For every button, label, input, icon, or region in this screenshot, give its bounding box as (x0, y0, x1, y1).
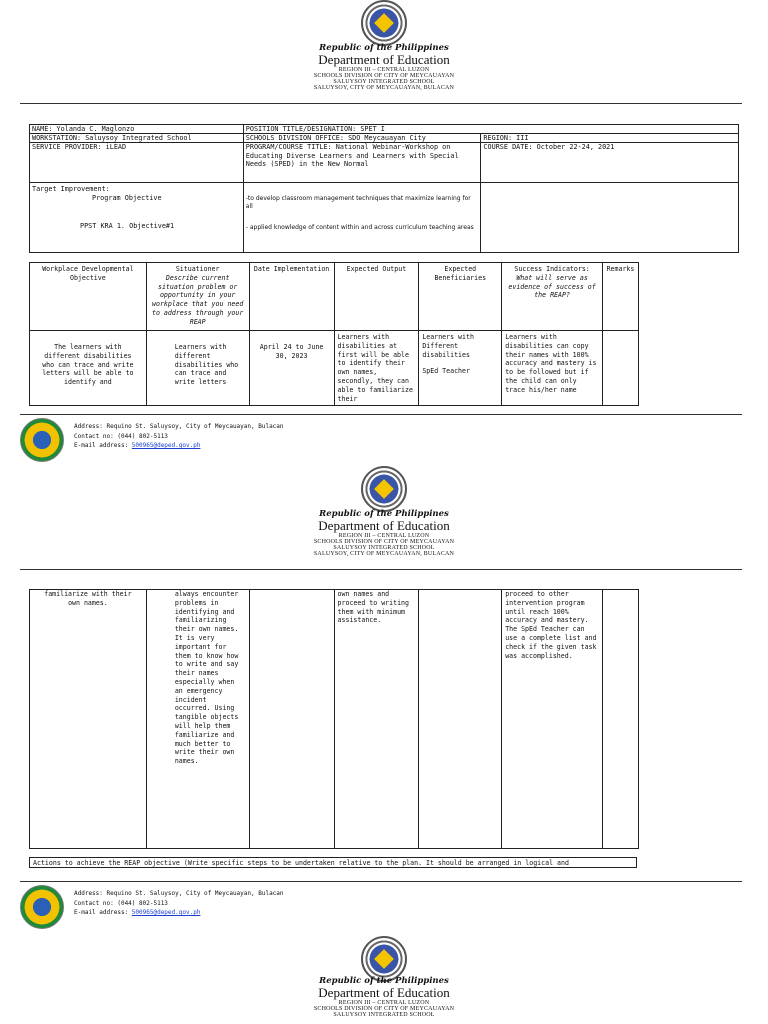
position-cell: POSITION TITLE/DESIGNATION: SPET I (243, 125, 738, 134)
empty-cell (481, 183, 739, 253)
letterhead (0, 977, 768, 1018)
provider-cell: SERVICE PROVIDER: iLEAD (30, 143, 244, 183)
header-divider (20, 103, 742, 104)
department-title: Department of Education (318, 51, 450, 67)
row2-output: own names and proceed to writing them with minimum assistance. (334, 590, 419, 849)
school-logo-icon (20, 418, 64, 462)
region-cell: REGION: III (481, 134, 739, 143)
objective-1: -to develop classroom management techniques that maximize learning for all (245, 195, 471, 211)
row1-date: April 24 to June 30, 2023 (249, 331, 334, 406)
reap-table-continued (29, 589, 639, 849)
footer (20, 885, 760, 931)
row1-beneficiaries (419, 331, 502, 406)
header-divider (20, 569, 742, 570)
footer-email-label: E-mail address: (74, 442, 132, 449)
reap-table (29, 262, 639, 406)
row1-beneficiary-learners: Learners with Different disabilities (422, 333, 474, 359)
school-label: SALUYSOY INTEGRATED SCHOOL (333, 79, 435, 86)
row1-objective: The learners with different disabilities who can trace and write letters will be able to identify and (30, 331, 147, 406)
school-logo-icon (20, 885, 64, 929)
row1-situationer: Learners with different disabilities who can trace and write letters (146, 331, 249, 406)
workstation-cell: WORKSTATION: Saluysoy Integrated School (30, 134, 244, 143)
footer-email-link[interactable]: 500965@deped.gov.ph (131, 442, 201, 449)
division-label: SCHOOLS DIVISION OF CITY OF MEYCAUAYAN (313, 1005, 455, 1012)
footer-contact: Contact no: (044) 802-5113 (74, 432, 168, 440)
division-label: SCHOOLS DIVISION OF CITY OF MEYCAUAYAN (313, 72, 455, 79)
target-cell (30, 183, 244, 253)
name-cell: NAME: Yolanda C. Maglonzo (30, 125, 244, 134)
footer-divider (20, 414, 742, 415)
footer-divider (20, 881, 742, 882)
program-cell: PROGRAM/COURSE TITLE: National Webinar-Workshop on Educating Diverse Learners and Learners with Special Needs (SPED) in the New Normal (243, 143, 481, 183)
col-header-objective: Workplace Developmental Objective (30, 263, 147, 331)
col-header-date: Date Implementation (249, 263, 334, 331)
row1-indicators: Learners with disabilities can copy their names with 100% accuracy and mastery is to be followed but if the child can only trace his/her name (502, 331, 603, 406)
footer-address: Address: Requino St. Saluysoy, City of Meycauayan, Bulacan (74, 890, 284, 897)
footer-contact: Contact no: (044) 802-5113 (74, 899, 168, 907)
region-label: REGION III – CENTRAL LUZON (338, 532, 430, 539)
row2-date (249, 590, 334, 849)
row1-output: Learners with disabilities at first will be able to identify their own names, secondly, they can able to familiarize their (334, 331, 419, 406)
region-label: REGION III – CENTRAL LUZON (338, 66, 430, 73)
row2-indicators: proceed to other intervention program until reach 100% accuracy and mastery. The SpEd Teacher can use a complete list and check if the given task was accomplished. (502, 590, 603, 849)
col-header-remarks: Remarks (602, 263, 638, 331)
situationer-title: Situationer (175, 265, 220, 273)
address-label: SALUYSOY, CITY OF MEYCAUAYAN, BULACAN (313, 551, 455, 558)
col-header-indicators (502, 263, 603, 331)
indicators-desc: What will serve as evidence of success of the REAP? (508, 273, 596, 300)
row1-remarks (602, 331, 638, 406)
school-label: SALUYSOY INTEGRATED SCHOOL (333, 545, 435, 552)
footer (20, 418, 760, 464)
footer-address: Address: Requino St. Saluysoy, City of Meycauayan, Bulacan (74, 423, 284, 430)
school-label: SALUYSOY INTEGRATED SCHOOL (333, 1012, 435, 1019)
row2-remarks (603, 590, 639, 849)
indicators-title: Success Indicators: (514, 265, 590, 273)
col-header-situationer (146, 263, 249, 331)
address-label: SALUYSOY, CITY OF MEYCAUAYAN, BULACAN (313, 85, 455, 92)
division-office-cell: SCHOOLS DIVISION OFFICE: SDO Meycauayan City (243, 134, 481, 143)
course-date-cell: COURSE DATE: October 22-24, 2021 (481, 143, 739, 183)
department-title: Department of Education (318, 984, 450, 1000)
ppst-label: PPST KRA 1. Objective#1 (80, 221, 175, 230)
target-label: Target Improvement: (32, 185, 110, 194)
row1-beneficiary-teacher: SpEd Teacher (422, 367, 470, 376)
letterhead (0, 44, 768, 92)
info-table (29, 124, 739, 253)
republic-label: Republic of the Philippines (319, 976, 449, 986)
col-header-output: Expected Output (334, 263, 419, 331)
actions-row: Actions to achieve the REAP objective (Write specific steps to be undertaken relative to the plan. It should be arranged in logical and (29, 857, 637, 868)
row2-situationer: always encounter problems in identifying and familiarizing their own names. It is very important for them to know how to write and say their names especially when an emergency incident occurred. Using tangible objects will help them familiarize and much better to write their own names. (146, 590, 249, 849)
objectives-cell (243, 183, 481, 253)
footer-email-link[interactable]: 500965@deped.gov.ph (131, 909, 201, 916)
objective-2: - applied knowledge of content within and across curriculum teaching areas (245, 224, 474, 232)
footer-email-label: E-mail address: (74, 909, 132, 916)
republic-label: Republic of the Philippines (319, 43, 449, 53)
program-objective-label: Program Objective (92, 193, 162, 202)
deped-seal-icon (361, 466, 407, 512)
region-label: REGION III – CENTRAL LUZON (338, 999, 430, 1006)
letterhead (0, 510, 768, 558)
row2-beneficiaries (419, 590, 502, 849)
col-header-beneficiaries: Expected Beneficiaries (419, 263, 502, 331)
deped-seal-icon (361, 0, 407, 46)
division-label: SCHOOLS DIVISION OF CITY OF MEYCAUAYAN (313, 538, 455, 545)
row2-objective: familiarize with their own names. (30, 590, 147, 849)
republic-label: Republic of the Philippines (319, 509, 449, 519)
department-title: Department of Education (318, 517, 450, 533)
situationer-desc: Describe current situation problem or opportunity in your workplace that you need to address through your REAP (152, 273, 244, 326)
